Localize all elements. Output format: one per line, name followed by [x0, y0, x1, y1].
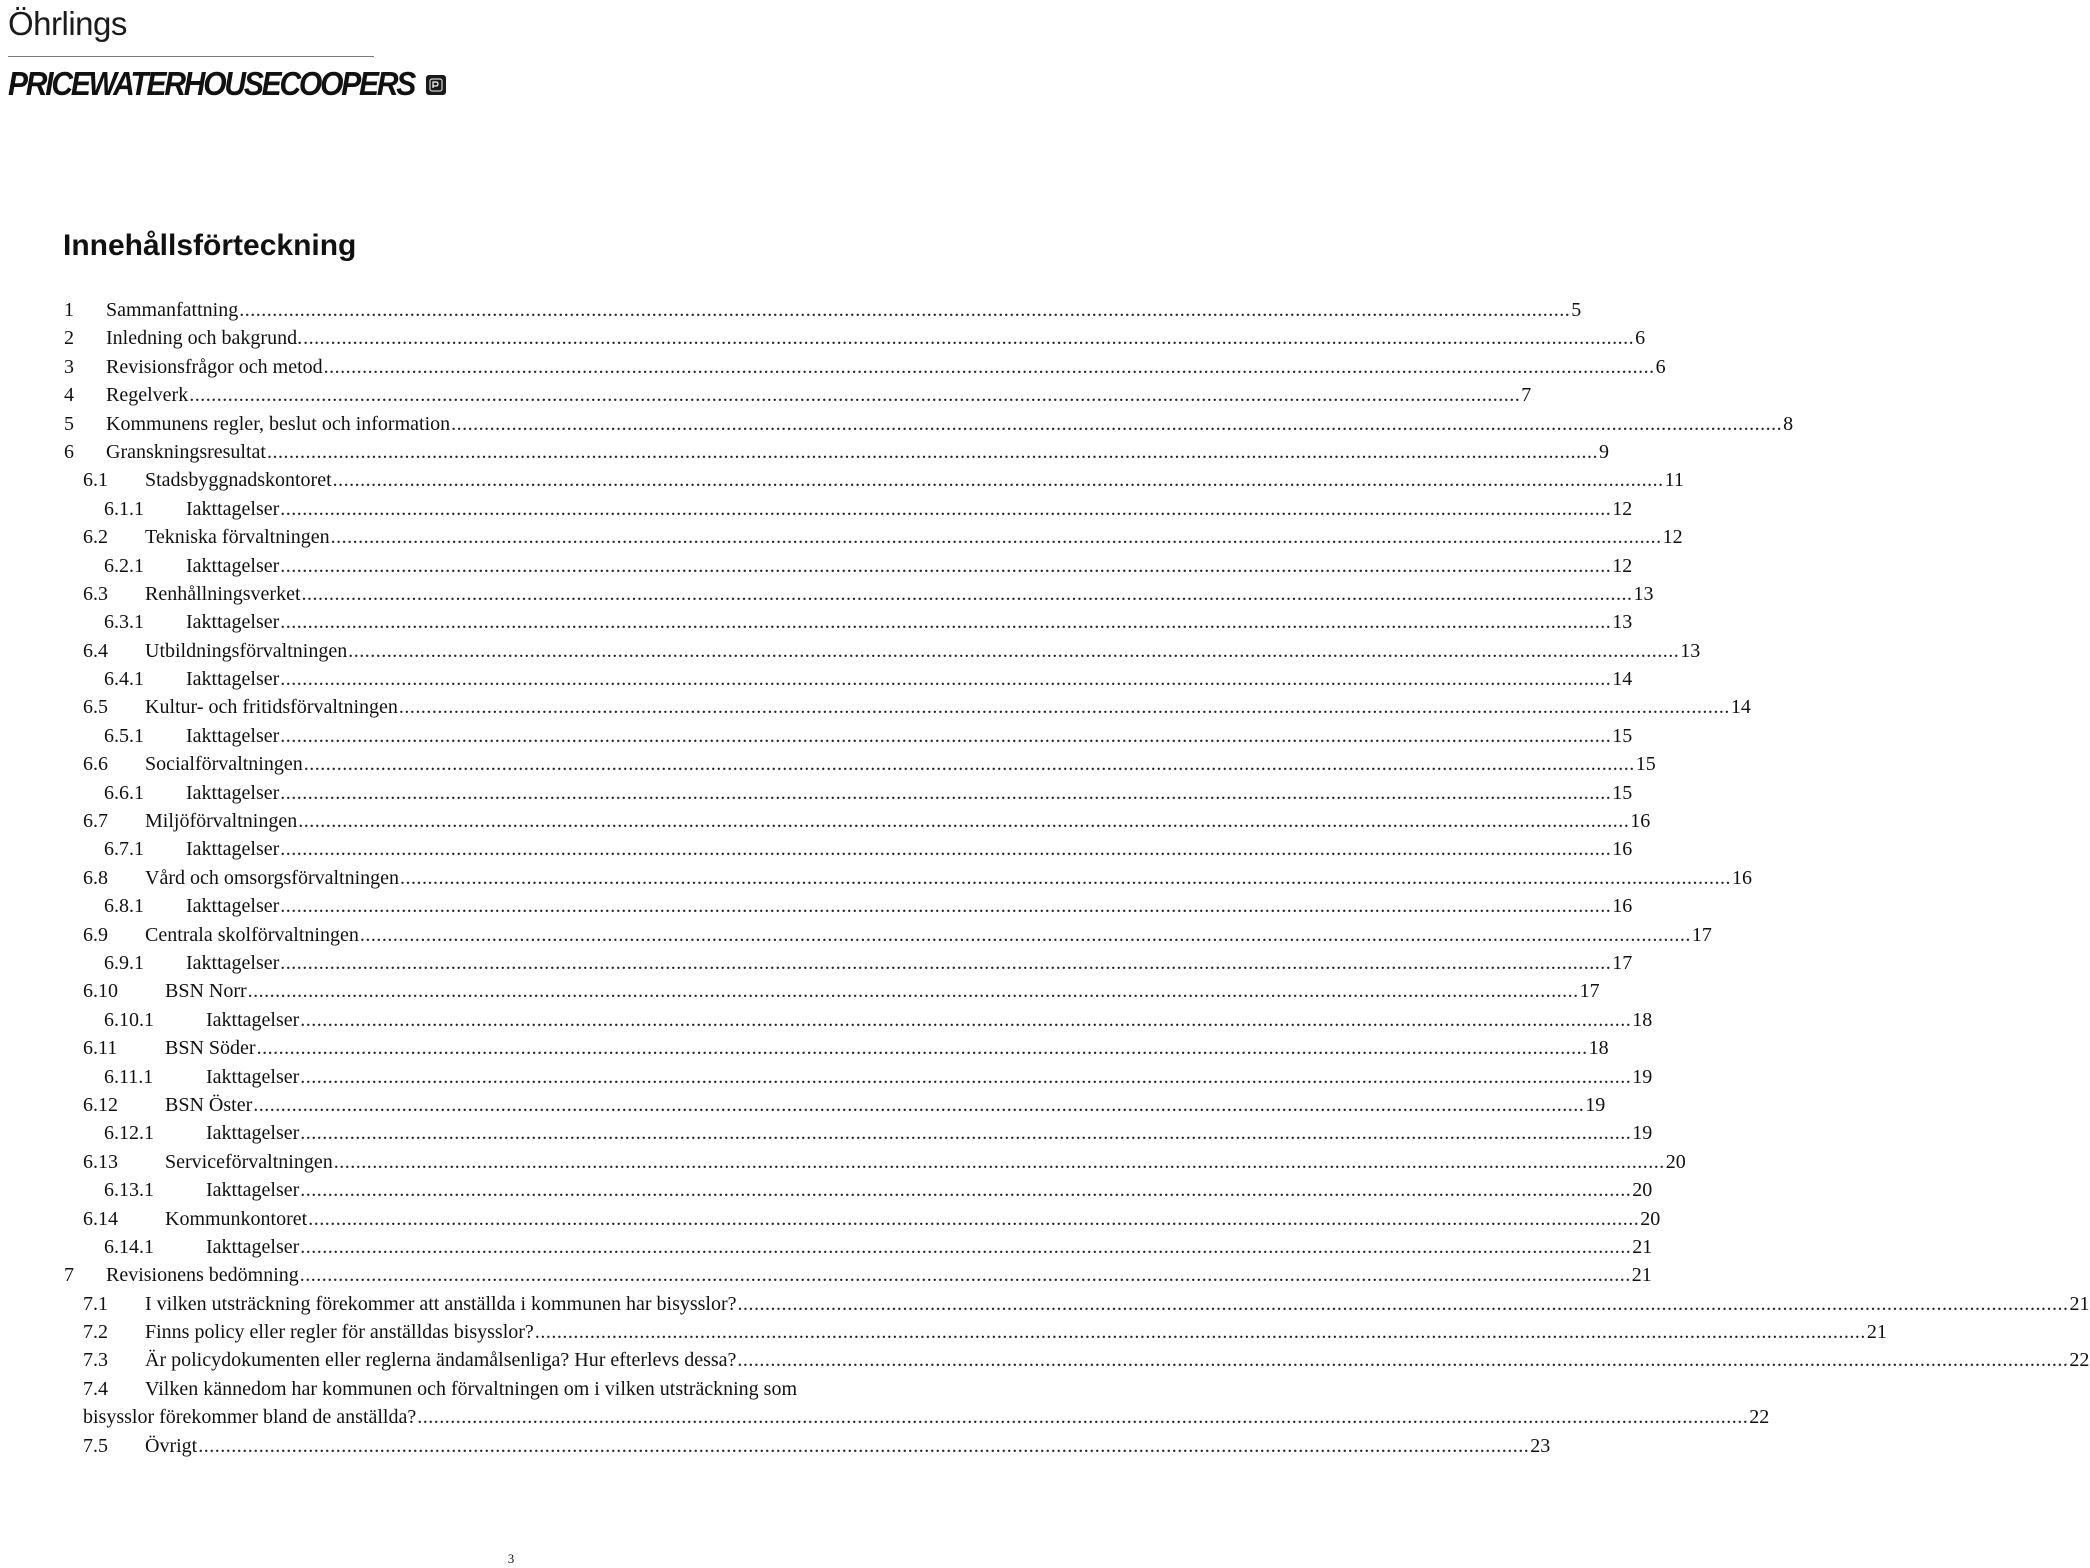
page-number: 3 [507, 1551, 515, 1566]
toc-entry[interactable]: 6.11 BSN Söder ..... 18 [0, 1034, 960, 1062]
logo-pwc-row [8, 65, 446, 105]
leader-dots [304, 750, 1635, 778]
toc-entry[interactable]: 7.2 Finns policy eller regler för anställdas bisysslor? ..... 21 [0, 1318, 960, 1346]
leader-dots [348, 637, 1679, 665]
leader-dots [300, 1006, 1631, 1034]
leader-dots [360, 921, 1691, 949]
leader-dots [334, 1148, 1665, 1176]
toc-entry[interactable]: 6.12.1 Iakttagelser ..... 19 [0, 1119, 960, 1147]
leader-dots [280, 665, 1611, 693]
logo-pricewaterhousecoopers-text: PRICEWATERHOUSECOOPERS [8, 65, 415, 103]
leader-dots [303, 324, 1634, 352]
leader-dots [399, 693, 1730, 721]
leader-dots [300, 1261, 1631, 1289]
leader-dots [280, 495, 1611, 523]
toc-entry-line: 7.4 Vilken kännedom har kommunen och förvaltningen om i vilken utsträckning som [83, 1377, 798, 1400]
leader-dots [535, 1318, 1866, 1346]
leader-dots [737, 1346, 2068, 1374]
toc-entry[interactable]: 6.14 Kommunkontoret ..... 20 [0, 1205, 960, 1233]
toc-entry[interactable]: 6.8 Vård och omsorgsförvaltningen ..... 16 [0, 864, 960, 892]
toc-entry-line: bisysslor förekommer bland de anställda? ..... 22 [83, 1403, 958, 1431]
page-title: Innehållsförteckning [63, 229, 357, 262]
toc-entry[interactable]: 3 Revisionsfrågor och metod ..... 6 [0, 353, 960, 381]
leader-dots [300, 1119, 1631, 1147]
leader-dots [248, 977, 1579, 1005]
leader-dots [239, 296, 1570, 324]
leader-dots [300, 1233, 1631, 1261]
toc-entry[interactable]: 6.4.1 Iakttagelser ..... 14 [0, 665, 960, 693]
leader-dots [267, 438, 1598, 466]
leader-dots [280, 608, 1611, 636]
toc-entry[interactable]: 6.7.1 Iakttagelser ..... 16 [0, 835, 960, 863]
toc-entry[interactable]: 7 Revisionens bedömning ..... 21 [0, 1261, 960, 1289]
leader-dots [331, 523, 1662, 551]
leader-dots [308, 1205, 1639, 1233]
toc-entry[interactable]: 7.5 Övrigt ..... 23 [0, 1432, 960, 1460]
toc-entry[interactable]: 6.3 Renhållningsverket ..... 13 [0, 580, 960, 608]
toc-entry[interactable]: 2 Inledning och bakgrund. ..... 6 [0, 324, 960, 352]
company-logo [8, 2, 446, 105]
toc-entry[interactable]: 6.2 Tekniska förvaltningen ..... 12 [0, 523, 960, 551]
toc-entry[interactable]: 6.10 BSN Norr ..... 17 [0, 977, 960, 1005]
toc-entry[interactable]: 6.1.1 Iakttagelser ..... 12 [0, 495, 960, 523]
leader-dots [189, 381, 1520, 409]
toc-entry[interactable]: 7.3 Är policydokumenten eller reglerna ändamålsenliga? Hur efterlevs dessa? ..... 22 [0, 1346, 960, 1374]
toc-entry[interactable]: 6.4 Utbildningsförvaltningen ..... 13 [0, 637, 960, 665]
toc-entry[interactable]: 6.6.1 Iakttagelser ..... 15 [0, 779, 960, 807]
toc-entry[interactable]: 4 Regelverk ..... 7 [0, 381, 960, 409]
leader-dots [253, 1091, 1584, 1119]
toc-entry[interactable]: 6.14.1 Iakttagelser ..... 21 [0, 1233, 960, 1261]
logo-divider [8, 56, 374, 57]
toc-entry[interactable]: 6.13 Serviceförvaltningen ..... 20 [0, 1148, 960, 1176]
leader-dots [198, 1432, 1529, 1460]
toc-entry[interactable]: 6 Granskningsresultat ..... 9 [0, 438, 960, 466]
toc-entry[interactable]: 6.12 BSN Öster ..... 19 [0, 1091, 960, 1119]
leader-dots [451, 410, 1782, 438]
leader-dots [280, 949, 1611, 977]
leader-dots [257, 1034, 1588, 1062]
pwc-seal-icon [426, 75, 446, 95]
toc-entry[interactable]: 6.9 Centrala skolförvaltningen ..... 17 [0, 921, 960, 949]
leader-dots [280, 552, 1611, 580]
table-of-contents [0, 296, 2090, 1460]
toc-entry[interactable]: 6.7 Miljöförvaltningen ..... 16 [0, 807, 960, 835]
leader-dots [417, 1403, 1748, 1431]
toc-entry[interactable]: 6.5.1 Iakttagelser ..... 15 [0, 722, 960, 750]
logo-ohrlings-text: Öhrlings [8, 5, 127, 42]
leader-dots [400, 864, 1731, 892]
toc-entry[interactable] [0, 1375, 1770, 1432]
leader-dots [280, 722, 1611, 750]
toc-entry[interactable]: 6.9.1 Iakttagelser ..... 17 [0, 949, 960, 977]
toc-entry[interactable]: 6.10.1 Iakttagelser ..... 18 [0, 1006, 960, 1034]
toc-entry[interactable]: 6.13.1 Iakttagelser ..... 20 [0, 1176, 960, 1204]
toc-entry[interactable]: 6.3.1 Iakttagelser ..... 13 [0, 608, 960, 636]
leader-dots [324, 353, 1655, 381]
leader-dots [298, 807, 1629, 835]
leader-dots [280, 892, 1611, 920]
leader-dots [280, 835, 1611, 863]
leader-dots [302, 580, 1633, 608]
toc-entry[interactable]: 6.11.1 Iakttagelser ..... 19 [0, 1063, 960, 1091]
toc-entry[interactable]: 6.1 Stadsbyggnadskontoret ..... 11 [0, 466, 960, 494]
toc-entry[interactable]: 6.8.1 Iakttagelser ..... 16 [0, 892, 960, 920]
toc-entry[interactable]: 6.5 Kultur- och fritidsförvaltningen ..... 14 [0, 693, 960, 721]
leader-dots [300, 1063, 1631, 1091]
toc-entry[interactable]: 7.1 I vilken utsträckning förekommer att anställda i kommunen har bisysslor? ..... 21 [0, 1290, 960, 1318]
toc-entry[interactable]: 5 Kommunens regler, beslut och information ..... 8 [0, 410, 960, 438]
leader-dots [300, 1176, 1631, 1204]
toc-entry[interactable]: 6.2.1 Iakttagelser ..... 12 [0, 552, 960, 580]
leader-dots [280, 779, 1611, 807]
leader-dots [333, 466, 1664, 494]
toc-entry[interactable]: 1 Sammanfattning ..... 5 [0, 296, 960, 324]
leader-dots [738, 1290, 2069, 1318]
toc-entry[interactable]: 6.6 Socialförvaltningen ..... 15 [0, 750, 960, 778]
